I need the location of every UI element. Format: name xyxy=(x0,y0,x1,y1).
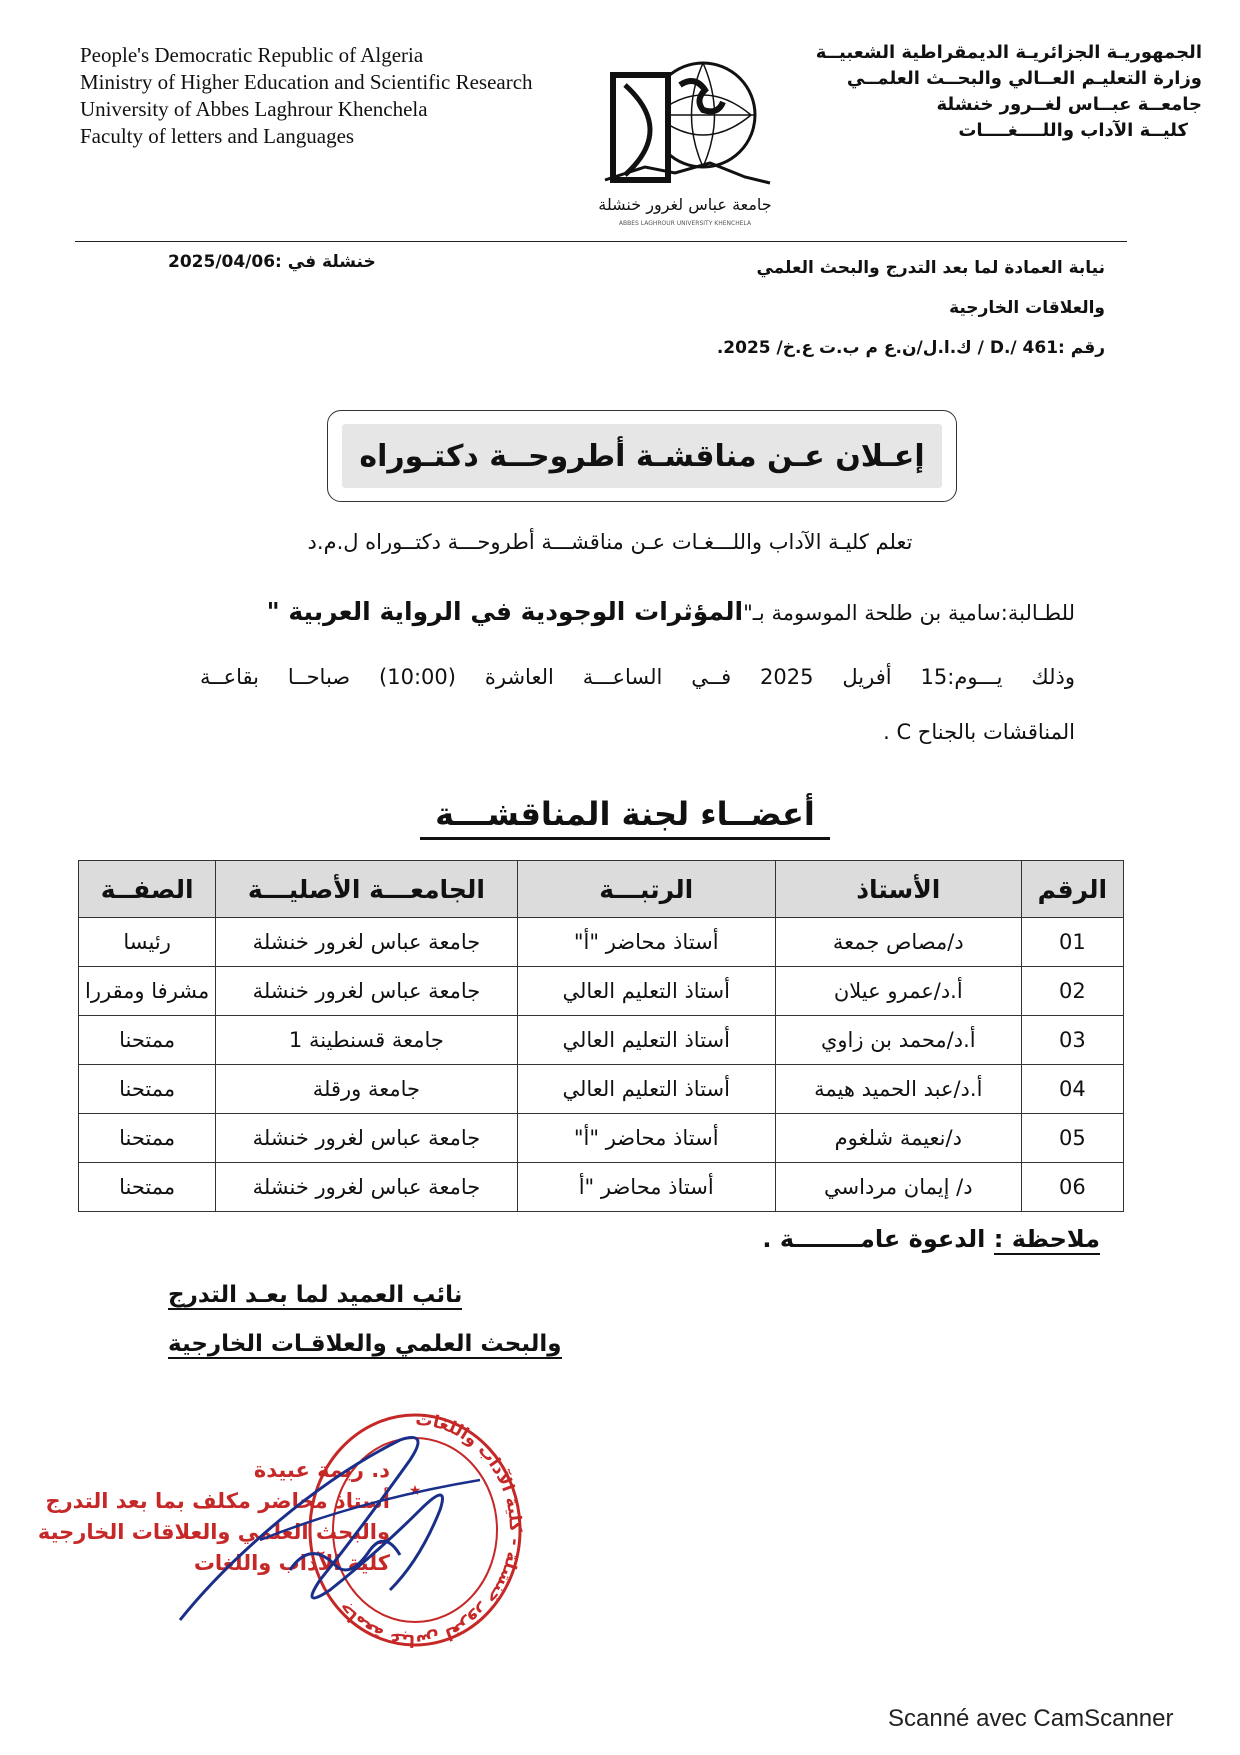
cell-number: 01 xyxy=(1021,918,1123,967)
table-row xyxy=(79,1065,1124,1114)
cell-professor: أ.د/محمد بن زاوي xyxy=(775,1016,1021,1065)
office-block xyxy=(545,248,1105,368)
cell-number: 04 xyxy=(1021,1065,1123,1114)
page-title: إعـلان عـن مناقشـة أطروحــة دكتـوراه xyxy=(342,424,942,488)
cell-university: جامعة عباس لغرور خنشلة xyxy=(216,918,517,967)
cell-role: مشرفا ومقررا xyxy=(79,967,216,1016)
stamp-line: والبحث العلمي والعلاقات الخارجية xyxy=(37,1520,390,1544)
logo-subcaption: ABBES LAGHROUR UNIVERSITY KHENCHELA xyxy=(618,220,752,227)
header-en-line: People's Democratic Republic of Algeria xyxy=(80,43,424,67)
student-line xyxy=(200,597,1075,626)
location-line: المناقشات بالجناح C . xyxy=(883,720,1075,744)
header-ar-line: كليــة الآداب واللــــغــــات xyxy=(958,120,1188,141)
schedule-line: وذلك يـــوم:15 أفريل 2025 فــي الساعـــة العاشرة (10:00) صباحــا بقاعــة xyxy=(200,665,1075,689)
cell-professor: أ.د/عمرو عيلان xyxy=(775,967,1021,1016)
stamp-line: د. ريمة عبيدة xyxy=(253,1458,390,1482)
column-header: الصفــة xyxy=(79,861,216,918)
header-ar-line: جامعــة عبــاس لغــرور خنشلة xyxy=(936,94,1202,115)
table-header-row xyxy=(79,861,1124,918)
header-ar-line: وزارة التعليـم العــالي والبحــث العلمــي xyxy=(846,68,1202,89)
cell-number: 03 xyxy=(1021,1016,1123,1065)
cell-role: ممتحنا xyxy=(79,1065,216,1114)
note xyxy=(762,1225,1100,1253)
cell-number: 02 xyxy=(1021,967,1123,1016)
document-date: خنشلة في :2025/04/06 xyxy=(168,252,376,272)
header-en-line: University of Abbes Laghrour Khenchela xyxy=(80,97,428,121)
note-label: ملاحظة : xyxy=(993,1225,1100,1253)
column-header: الرتبـــة xyxy=(517,861,775,918)
cell-rank: أستاذ محاضر "أ" xyxy=(517,1114,775,1163)
cell-rank: أستاذ محاضر "أ" xyxy=(517,918,775,967)
scanner-watermark: Scanné avec CamScanner xyxy=(888,1705,1174,1732)
table-row xyxy=(79,1163,1124,1212)
cell-role: ممتحنا xyxy=(79,1016,216,1065)
header-en-line: Ministry of Higher Education and Scientific Research xyxy=(80,70,533,94)
cell-number: 05 xyxy=(1021,1114,1123,1163)
handwritten-signature-icon xyxy=(160,1420,540,1640)
cell-role: ممتحنا xyxy=(79,1114,216,1163)
office-line: والعلاقات الخارجية xyxy=(949,298,1105,318)
cell-rank: أستاذ محاضر "أ xyxy=(517,1163,775,1212)
thesis-title: المؤثرات الوجودية في الرواية العربية " xyxy=(266,597,744,626)
reference-number: رقم :461 /.D / ك.ا.ل/ن.ع م ب.ت ع.خ/ 2025. xyxy=(716,338,1105,358)
cell-professor: د/ إيمان مرداسي xyxy=(775,1163,1021,1212)
svg-text:★: ★ xyxy=(408,1483,422,1499)
committee-heading: أعضــاء لجنة المناقشـــة xyxy=(420,795,830,840)
title-box xyxy=(327,410,957,502)
cell-university: جامعة قسنطينة 1 xyxy=(216,1016,517,1065)
cell-university: جامعة ورقلة xyxy=(216,1065,517,1114)
logo-caption: جامعة عباس لغرور خنشلة xyxy=(598,195,772,214)
cell-university: جامعة عباس لغرور خنشلة xyxy=(216,1114,517,1163)
cell-rank: أستاذ التعليم العالي xyxy=(517,1016,775,1065)
announcement-line: تعلم كليـة الآداب واللـــغـات عـن مناقشـــة أطروحـــة دكتــوراه ل.م.د xyxy=(307,530,913,554)
cell-role: ممتحنا xyxy=(79,1163,216,1212)
table-row xyxy=(79,918,1124,967)
signatory-title: والبحث العلمي والعلاقـات الخارجية xyxy=(168,1331,562,1357)
cell-professor: أ.د/عبد الحميد هيمة xyxy=(775,1065,1021,1114)
column-header: الجامعـــة الأصليـــة xyxy=(216,861,517,918)
table-row xyxy=(79,1016,1124,1065)
header-en-line: Faculty of letters and Languages xyxy=(80,124,355,148)
note-text: الدعوة عامــــــــة . xyxy=(762,1225,994,1253)
header-arabic xyxy=(782,40,1202,144)
stamp-line: أستاذ محاضر مكلف بما بعد التدرج xyxy=(45,1489,390,1513)
signatory-title: نائب العميد لما بعـد التدرج xyxy=(168,1282,463,1308)
column-header: الرقم xyxy=(1021,861,1123,918)
seal-text: جامعة عباس لغرور خنشلة - كلية الآداب واللغات xyxy=(334,1409,526,1651)
cell-university: جامعة عباس لغرور خنشلة xyxy=(216,967,517,1016)
student-name: للطـالبة:سامية بن طلحة الموسومة بـ" xyxy=(743,601,1075,625)
stamp-line: كلية الآداب واللغات xyxy=(193,1551,390,1575)
office-line: نيابة العمادة لما بعد التدرج والبحث العلمي xyxy=(756,258,1105,278)
cell-rank: أستاذ التعليم العالي xyxy=(517,967,775,1016)
cell-university: جامعة عباس لغرور خنشلة xyxy=(216,1163,517,1212)
cell-role: رئيسا xyxy=(79,918,216,967)
cell-number: 06 xyxy=(1021,1163,1123,1212)
table-row xyxy=(79,967,1124,1016)
cell-professor: د/مصاص جمعة xyxy=(775,918,1021,967)
header-divider xyxy=(75,241,1127,242)
table-row xyxy=(79,1114,1124,1163)
cell-rank: أستاذ التعليم العالي xyxy=(517,1065,775,1114)
cell-professor: د/نعيمة شلغوم xyxy=(775,1114,1021,1163)
header-english xyxy=(80,42,550,150)
committee-table xyxy=(78,860,1124,1212)
column-header: الأستاذ xyxy=(775,861,1021,918)
header-ar-line: الجمهوريـة الجزائريـة الديمقراطية الشعبيــة xyxy=(815,42,1202,63)
